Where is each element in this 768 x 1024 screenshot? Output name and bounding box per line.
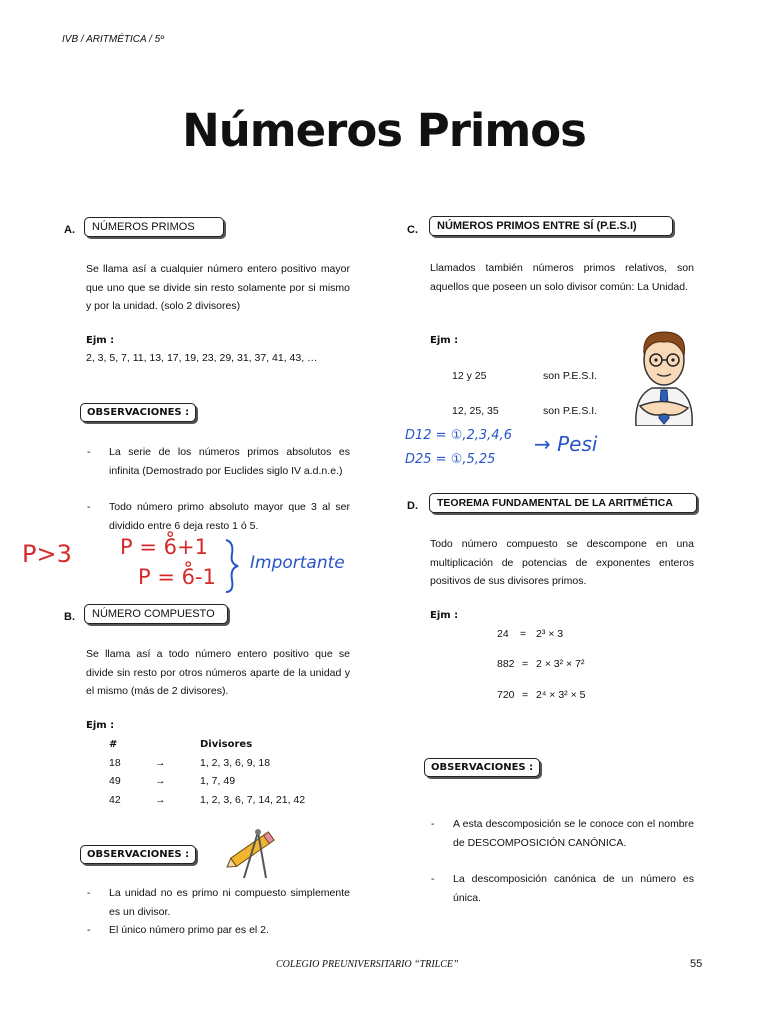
section-d-bullet-2: - La descomposición canónica de un número es única. (431, 873, 694, 904)
equation-1-eq: = (520, 628, 527, 640)
section-b-ejm: Ejm : (86, 720, 115, 731)
page-title: Números Primos (182, 104, 586, 157)
table-row-1-divisores: 1, 2, 3, 6, 9, 18 (200, 757, 271, 769)
footer-school: COLEGIO PREUNIVERSITARIO “TRILCE” (276, 959, 459, 970)
section-a-ejm: Ejm : (86, 335, 115, 346)
section-a-bullet-2: - Todo número primo absoluto mayor que 3 al ser dividido entre 6 deja resto 1 ó 5. (87, 501, 350, 532)
handwritten-divisors-25: D25 = ①,5,25 (405, 452, 496, 467)
section-c-ejm: Ejm : (430, 335, 459, 346)
handwritten-formula-1: P = 6̊+1 (120, 535, 208, 559)
pencil-compass-icon (222, 818, 284, 882)
table-row-2-divisores: 1, 7, 49 (200, 775, 236, 787)
section-d-observaciones: OBSERVACIONES : (424, 758, 540, 777)
equation-3-lhs: 720 (497, 689, 515, 701)
arrow-icon: → (155, 757, 166, 769)
handwritten-importante: Importante (250, 553, 345, 573)
equation-2-lhs: 882 (497, 658, 515, 670)
section-a-letter: A. (64, 224, 75, 236)
table-header-number: # (109, 739, 118, 750)
section-b-bullet-1: - La unidad no es primo ni compuesto simplemente es un divisor. (87, 887, 350, 918)
section-a-bullet-1: - La serie de los números primos absolutos es infinita (Demostrado por Euclides siglo IV a.d.n.e.) (87, 446, 350, 477)
section-b-heading: NÚMERO COMPUESTO (84, 604, 228, 624)
equation-3-eq: = (522, 689, 529, 701)
section-b-text: Se llama así a todo número entero positivo que se divide sin resto por otros números aparte de la unidad y el mismo (más de 2 divisores). (86, 648, 350, 697)
section-c-example-1-label: son P.E.S.I. (543, 370, 598, 382)
equation-2-rhs: 2 × 3² × 7² (536, 658, 585, 670)
section-c-example-2-nums: 12, 25, 35 (452, 405, 499, 417)
handwritten-divisors-12: D12 = ①,2,3,4,6 (405, 428, 512, 443)
teacher-cartoon-icon (628, 326, 700, 426)
table-row-3-number: 42 (109, 794, 121, 806)
section-a-observaciones: OBSERVACIONES : (80, 403, 196, 422)
section-b-letter: B. (64, 611, 75, 623)
section-c-example-2-label: son P.E.S.I. (543, 405, 598, 417)
section-c-text: Llamados también números primos relativos, son aquellos que poseen un solo divisor común: La Unidad. (430, 262, 694, 293)
handwritten-formula-2: P = 6̊-1 (138, 565, 216, 589)
section-d-bullet-1: - A esta descomposición se le conoce con el nombre de DESCOMPOSICIÓN CANÓNICA. (431, 818, 694, 849)
section-c-heading: NÚMEROS PRIMOS ENTRE SÍ (P.E.S.I) (429, 216, 673, 236)
table-row-2-number: 49 (109, 775, 121, 787)
handwritten-brace (222, 538, 242, 594)
table-row-1-number: 18 (109, 757, 121, 769)
handwritten-p-greater-3: P>3 (22, 540, 72, 568)
arrow-icon: → (155, 794, 166, 806)
equation-3-rhs: 2⁴ × 3² × 5 (536, 689, 586, 701)
page-number: 55 (690, 958, 703, 970)
equation-1-lhs: 24 (497, 628, 509, 640)
table-header-divisores: Divisores (200, 739, 253, 750)
section-c-example-1-nums: 12 y 25 (452, 370, 487, 382)
section-d-letter: D. (407, 500, 418, 512)
equation-2-eq: = (522, 658, 529, 670)
section-d-heading: TEOREMA FUNDAMENTAL DE LA ARITMÉTICA (429, 493, 697, 513)
section-c-letter: C. (407, 224, 418, 236)
handwritten-pesi: → Pesi (534, 432, 598, 456)
section-b-bullet-2: - El único número primo par es el 2. (87, 924, 269, 936)
section-b-observaciones: OBSERVACIONES : (80, 845, 196, 864)
running-header: IVB / ARITMÉTICA / 5º (62, 34, 164, 45)
section-a-text: Se llama así a cualquier número entero positivo mayor que uno que se divide sin resto solamente por si mismo y por la unidad. (solo 2 divisores) (86, 263, 350, 312)
arrow-icon: → (155, 775, 166, 787)
section-a-heading: NÚMEROS PRIMOS (84, 217, 224, 237)
section-d-ejm: Ejm : (430, 610, 459, 621)
equation-1-rhs: 2³ × 3 (536, 628, 564, 640)
section-d-text: Todo número compuesto se descompone en una multiplicación de potencias de exponentes enteros positivos de sus divisores primos. (430, 538, 694, 587)
table-row-3-divisores: 1, 2, 3, 6, 7, 14, 21, 42 (200, 794, 306, 806)
section-a-example: 2, 3, 5, 7, 11, 13, 17, 19, 23, 29, 31, 37, 41, 43, … (86, 352, 318, 364)
